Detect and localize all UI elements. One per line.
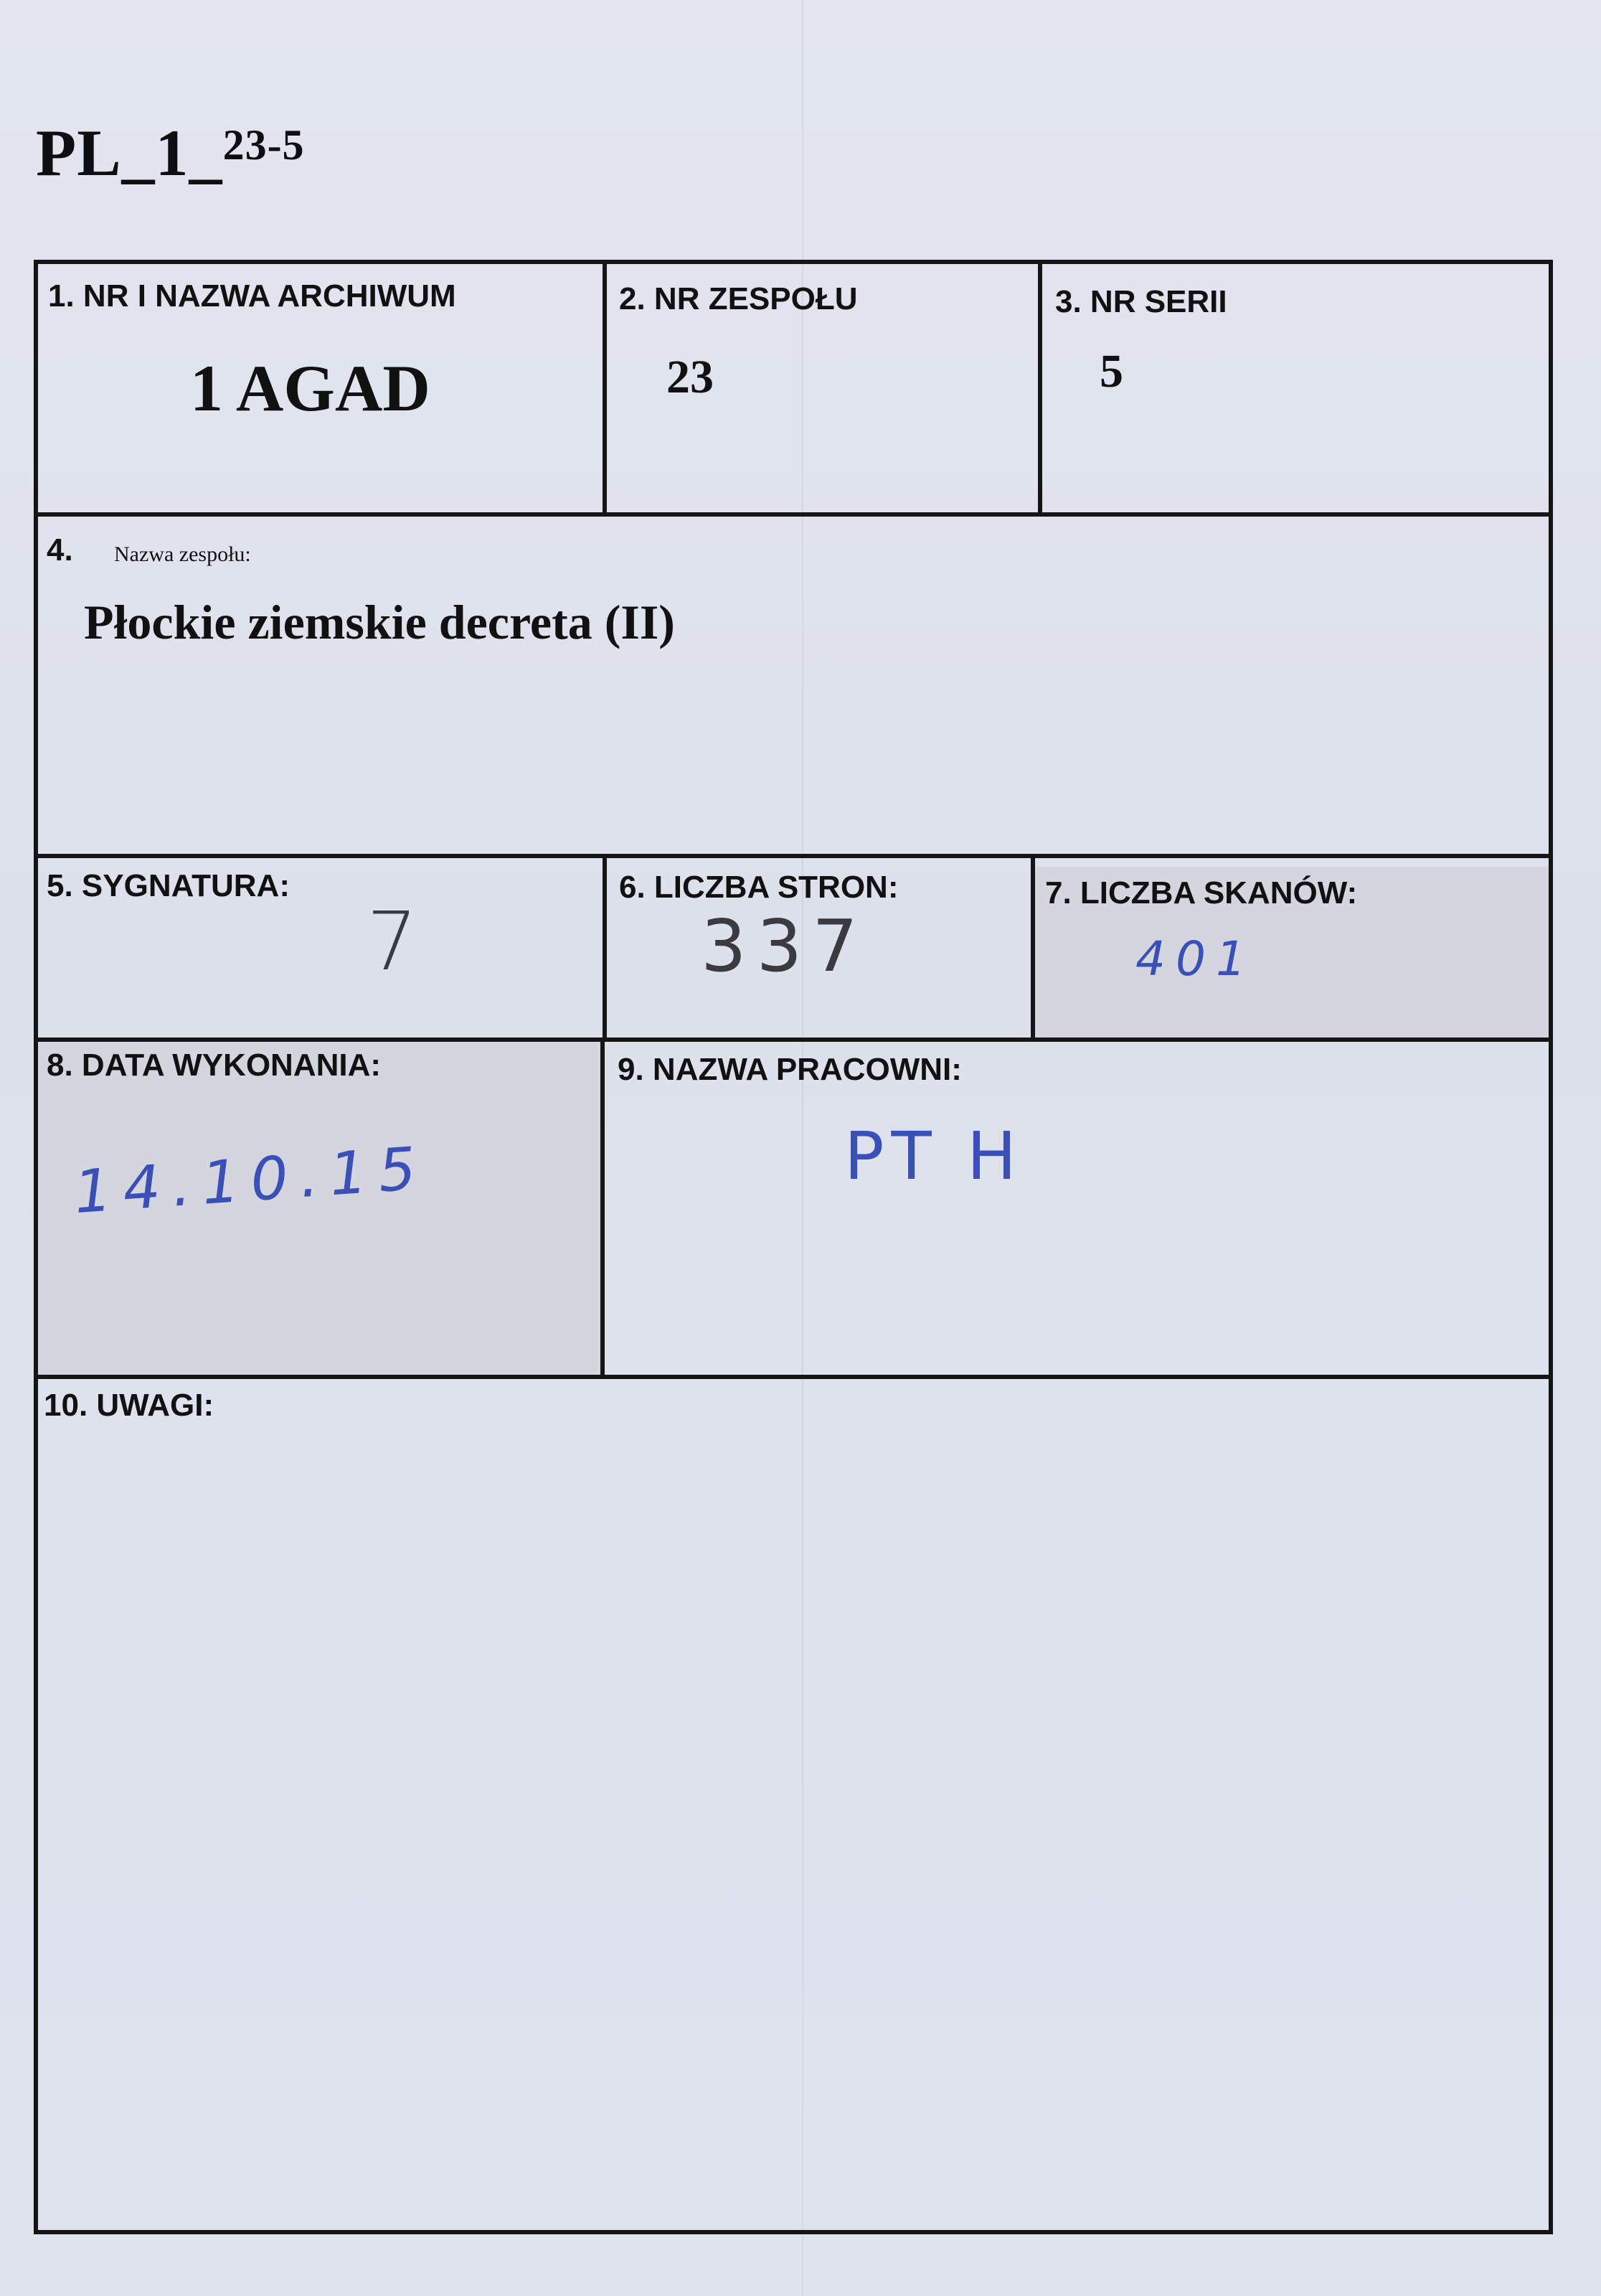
col-divider-row3-a — [603, 858, 607, 1042]
notes-label: 10. UWAGI: — [44, 1388, 214, 1423]
document-code-suffix: 23-5 — [222, 121, 305, 169]
archive-label: 1. NR I NAZWA ARCHIWUM — [48, 278, 456, 314]
signature-label: 5. SYGNATURA: — [47, 868, 290, 903]
workshop-label: 9. NAZWA PRACOWNI: — [618, 1052, 962, 1087]
col-divider-row1-a — [603, 264, 607, 517]
row-divider-4 — [38, 1375, 1549, 1379]
page-count-value: 337 — [701, 904, 868, 988]
row-divider-1 — [38, 512, 1549, 517]
workshop-value: PT H — [844, 1118, 1024, 1195]
fonds-name-value: Płockie ziemskie decreta (II) — [84, 595, 675, 649]
row-divider-2 — [38, 854, 1549, 858]
series-number-label: 3. NR SERII — [1055, 284, 1227, 319]
date-value: 14.10.15 — [72, 1134, 430, 1228]
series-number-value: 5 — [1100, 345, 1123, 397]
col-divider-row3-b — [1031, 858, 1035, 1042]
signature-value: 7 — [367, 895, 428, 989]
date-label: 8. DATA WYKONANIA: — [47, 1048, 382, 1083]
fonds-number-value: 23 — [666, 351, 714, 403]
page-count-label: 6. LICZBA STRON: — [619, 870, 899, 905]
row-divider-3 — [38, 1038, 1549, 1042]
document-code — [36, 115, 305, 191]
form-table — [34, 260, 1553, 2234]
scan-count-value: 401 — [1135, 931, 1256, 987]
fonds-name-label: Nazwa zespołu: — [114, 542, 251, 566]
col-divider-row4 — [600, 1042, 605, 1379]
archive-value: 1 AGAD — [190, 352, 430, 425]
col-divider-row1-b — [1038, 264, 1042, 517]
scan-count-label: 7. LICZBA SKANÓW: — [1045, 875, 1358, 911]
fonds-number-label: 2. NR ZESPOŁU — [619, 281, 858, 316]
fonds-name-number: 4. — [47, 532, 73, 568]
document-code-main: PL_1_ — [36, 116, 223, 189]
